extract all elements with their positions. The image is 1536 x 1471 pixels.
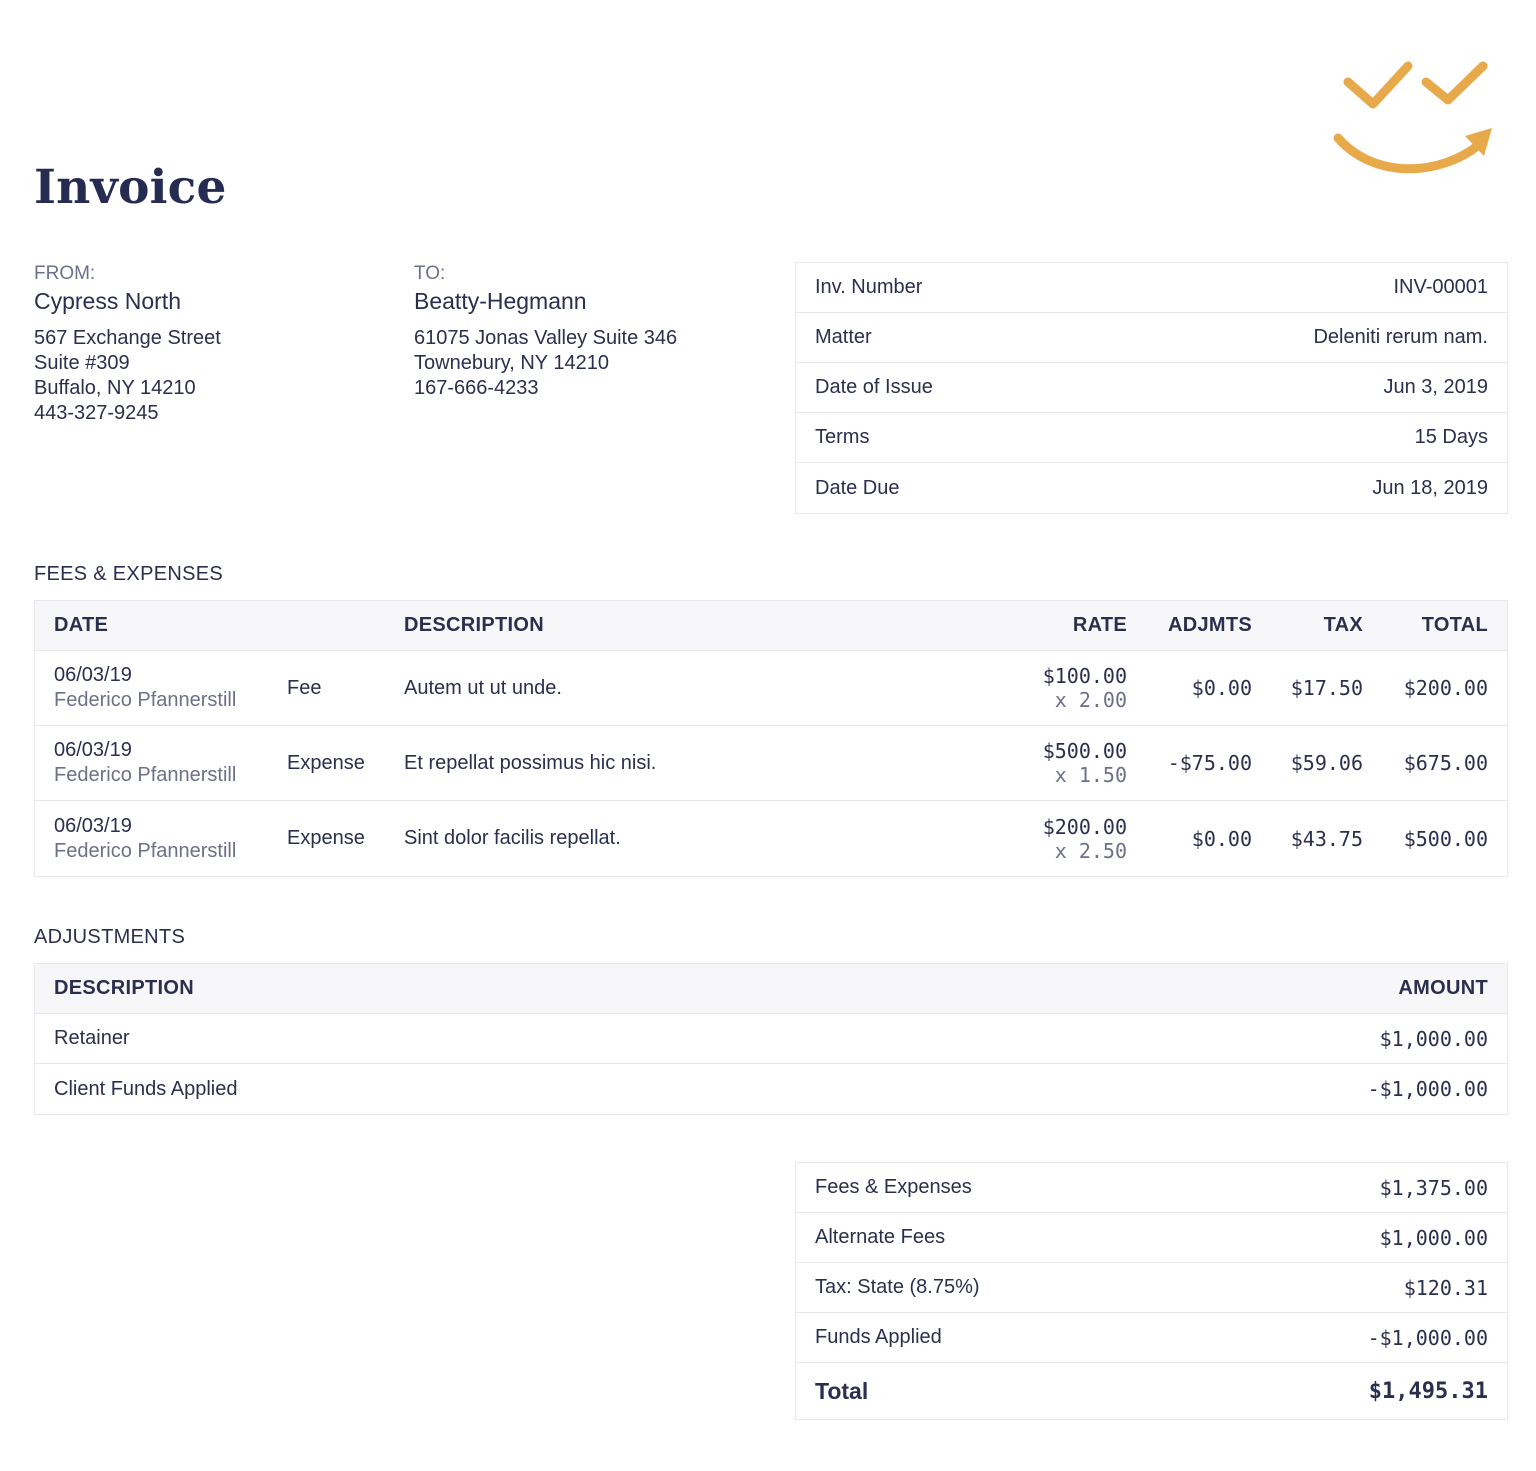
totals-value: $120.31 [1403,1275,1488,1300]
totals-value: -$1,000.00 [1367,1325,1488,1350]
row-total: $675.00 [1403,751,1488,775]
row-tax: $43.75 [1290,826,1363,851]
adjustments-table-header [35,964,1507,1014]
info-label: Matter [815,326,872,348]
totals-label: Funds Applied [815,1326,942,1348]
totals-value: $1,375.00 [1379,1175,1488,1200]
to-block [414,262,774,401]
invoice-info-table [795,262,1508,514]
info-label: Date of Issue [815,376,933,398]
from-block [34,262,394,426]
row-person: Federico Pfannerstill [54,689,237,711]
row-adjustment: $0.00 [1191,826,1252,851]
info-value: Jun 18, 2019 [1372,476,1488,499]
grand-total-value: $1,495.31 [1368,1378,1488,1404]
to-label: TO: [414,263,446,284]
fees-table [34,600,1508,877]
fees-section-title: FEES & EXPENSES [34,563,224,585]
header-rate: RATE [1072,614,1127,636]
adjustment-amount: -$1,000.00 [1367,1077,1488,1101]
row-person: Federico Pfannerstill [54,764,237,786]
to-name: Beatty-Hegmann [414,288,587,314]
adjustments-table [34,963,1508,1115]
to-phone: 167-666-4233 [414,377,539,399]
info-value: 15 Days [1414,426,1488,448]
header-description: DESCRIPTION [404,614,544,636]
row-date: 06/03/19 [54,814,132,837]
table-row [35,1014,1507,1064]
from-phone: 443-327-9245 [34,402,159,424]
row-quantity: x 2.00 [1054,688,1127,712]
fees-table-header [35,601,1507,651]
row-total: $200.00 [1403,676,1488,700]
row-rate: $200.00 [1042,814,1127,839]
info-row [796,463,1507,513]
header-total: TOTAL [1421,614,1488,636]
adjustment-description: Retainer [54,1027,130,1049]
row-description: Et repellat possimus hic nisi. [404,751,657,774]
to-address-line: Townebury, NY 14210 [414,352,609,374]
row-tax: $59.06 [1290,751,1363,775]
totals-row [796,1213,1507,1263]
grand-total-label: Total [815,1377,869,1404]
row-description: Sint dolor facilis repellat. [404,827,621,849]
from-address-line: Buffalo, NY 14210 [34,377,196,399]
info-value: INV-00001 [1393,276,1488,298]
adjustments-section-title: ADJUSTMENTS [34,926,186,948]
row-person: Federico Pfannerstill [54,839,237,862]
row-rate: $500.00 [1042,739,1127,763]
from-address-line: Suite #309 [34,352,130,374]
row-description: Autem ut ut unde. [404,676,562,699]
row-tax: $17.50 [1290,676,1363,700]
info-row [796,413,1507,463]
table-row [35,801,1507,876]
row-total: $500.00 [1403,826,1488,851]
invoice-title: Invoice [34,160,227,215]
totals-label: Fees & Expenses [815,1176,972,1198]
info-label: Inv. Number [815,276,923,298]
totals-label: Tax: State (8.75%) [815,1276,980,1298]
row-rate: $100.00 [1042,664,1127,688]
totals-row [796,1263,1507,1313]
totals-row [796,1313,1507,1363]
info-value: Jun 3, 2019 [1383,376,1488,398]
from-label: FROM: [34,263,96,284]
totals-row [796,1163,1507,1213]
smile-check-logo [1328,52,1496,184]
row-date: 06/03/19 [54,739,132,761]
info-label: Date Due [815,476,900,499]
info-row [796,263,1507,313]
from-name: Cypress North [34,288,181,314]
totals-table [795,1162,1508,1420]
row-type: Fee [287,676,322,699]
header-amount: AMOUNT [1398,977,1488,999]
header-adjustments: ADJMTS [1167,614,1252,636]
table-row [35,1064,1507,1114]
grand-total-row [796,1363,1507,1419]
table-row [35,726,1507,801]
row-adjustment: -$75.00 [1167,751,1252,775]
adjustment-amount: $1,000.00 [1379,1026,1488,1051]
to-address-line: 61075 Jonas Valley Suite 346 [414,327,678,349]
row-date: 06/03/19 [54,664,132,686]
info-row [796,313,1507,363]
row-type: Expense [287,827,365,849]
header-date: DATE [54,614,109,636]
row-adjustment: $0.00 [1191,676,1252,700]
header-description: DESCRIPTION [54,977,194,999]
info-value: Deleniti rerum nam. [1313,326,1488,348]
from-address-line: 567 Exchange Street [34,327,221,349]
row-type: Expense [287,751,365,774]
info-label: Terms [815,426,870,448]
row-quantity: x 2.50 [1054,838,1127,863]
totals-value: $1,000.00 [1379,1225,1488,1250]
table-row [35,651,1507,726]
adjustment-description: Client Funds Applied [54,1077,238,1100]
info-row [796,363,1507,413]
totals-label: Alternate Fees [815,1226,946,1248]
header-tax: TAX [1323,614,1363,636]
row-quantity: x 1.50 [1054,763,1127,787]
